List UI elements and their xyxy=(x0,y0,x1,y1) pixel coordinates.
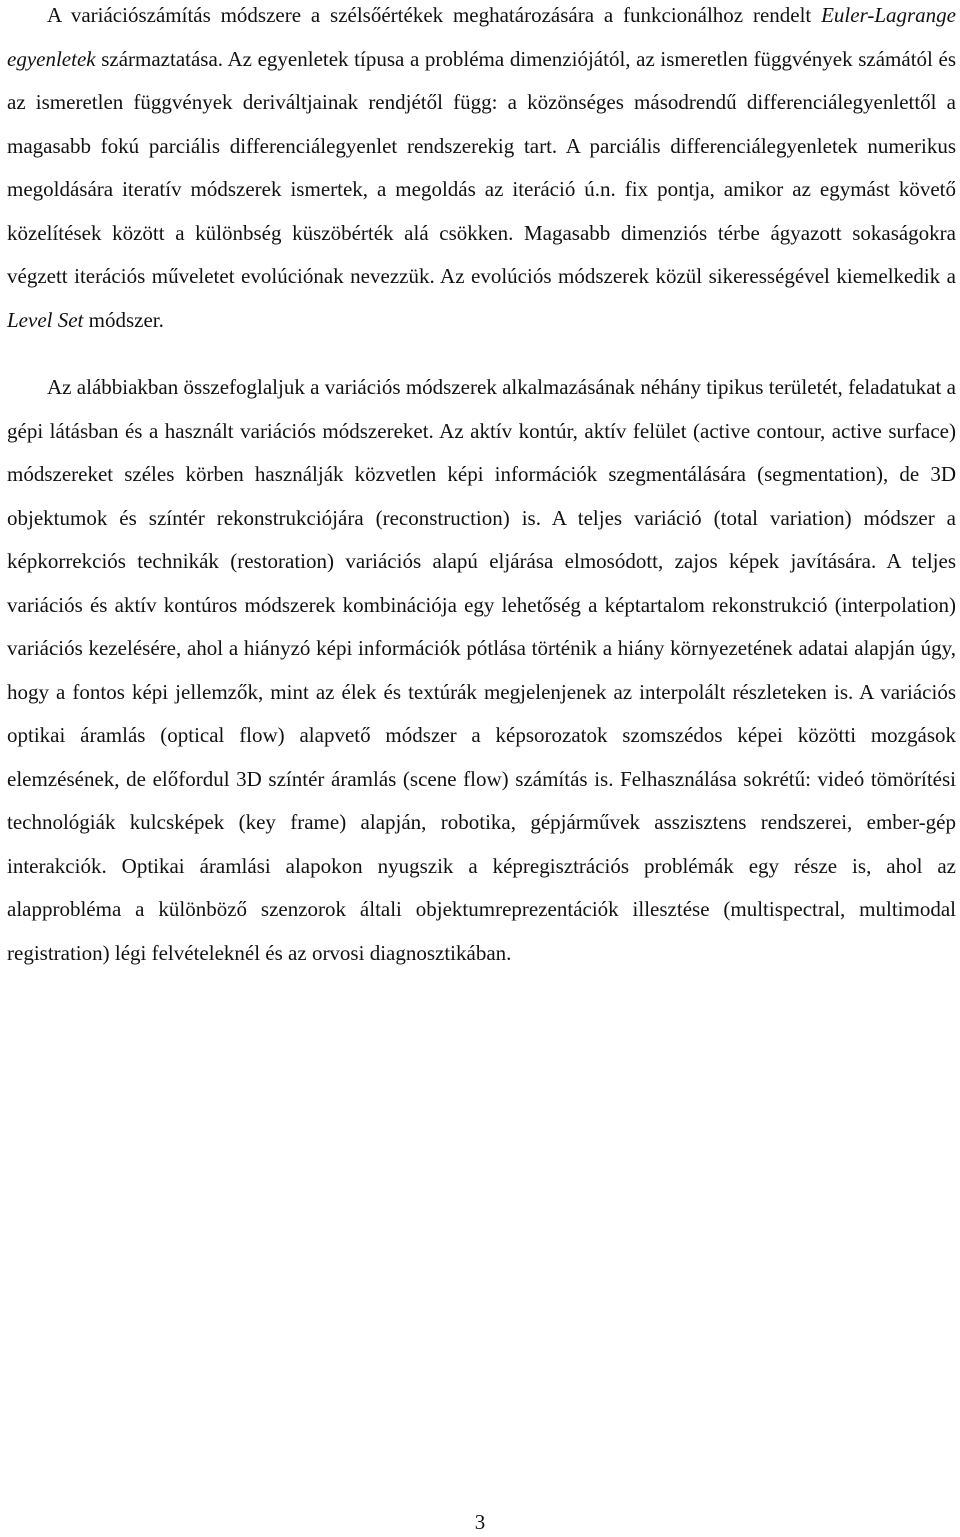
euler-lagrange-term: Euler-Lagrange egyenletek xyxy=(7,3,956,71)
paragraph-1-intro: A variációszámítás módszere a szélsőértékek meghatározására a funkcionálhoz rendelt xyxy=(47,3,822,27)
paragraph-1-body: származtatása. Az egyenletek típusa a probléma dimenziójától, az ismeretlen függvények számától és az ismeretlen függvények deriváltjainak rendjétől függ: a közönséges másodrendű differenciálegyenlettől a magasabb fokú parciális differenciálegyenlet rendszerekig tart. A parciális differenciálegyenletek numerikus megoldására iteratív módszerek ismertek, a megoldás az iteráció ú.n. fix pontja, amikor az egymást követő közelítések között a különbség küszöbérték alá csökken. Magasabb dimenziós térbe ágyazott sokaságokra végzett iterációs műveletet evolúciónak nevezzük. Az evolúciós módszerek közül sikerességével kiemelkedik a xyxy=(7,46,956,288)
paragraph-2 xyxy=(7,366,956,975)
page-number: 3 xyxy=(474,1510,486,1534)
level-set-term: Level Set xyxy=(7,307,84,332)
paragraph-1-end: módszer. xyxy=(83,307,164,332)
paragraph-1 xyxy=(7,0,956,342)
paragraph-2-text: Az alábbiakban összefoglaljuk a variációs módszerek alkalmazásának néhány tipikus területét, feladatukat a gépi látásban és a használt variációs módszereket. Az aktív kontúr, aktív felület (active contour, active surface) módszereket széles körben használják közvetlen képi információk szegmentálására (segmentation), de 3D objektumok és színtér rekonstrukciójára (reconstruction) is. A teljes variáció (total variation) módszer a képkorrekciós technikák (restoration) variációs alapú eljárása elmosódott, zajos képek javítására. A teljes variációs és aktív kontúros módszerek kombinációja egy lehetőség a képtartalom rekonstrukció (interpolation) variációs kezelésére, ahol a hiányzó képi információk pótlása történik a hiány környezetének adatai alapján úgy, hogy a fontos képi jellemzők, mint az élek és textúrák megjelenjenek az interpolált részleteken is. A variációs optikai áramlás (optical flow) alapvető módszer a képsorozatok szomszédos képei közötti mozgások elemzésének, de előfordul 3D színtér áramlás (scene flow) számítás is. Felhasználása sokrétű: videó tömörítési technológiák kulcsképek (key frame) alapján, robotika, gépjárművek asszisztens rendszerei, ember-gép interakciók. Optikai áramlási alapokon nyugszik a képregisztrációs problémák egy része is, ahol az alapprobléma a különböző szenzorok általi objektumreprezentációk illesztése (multispectral, multimodal registration) légi felvételeknél és az orvosi diagnosztikában. xyxy=(7,375,956,965)
